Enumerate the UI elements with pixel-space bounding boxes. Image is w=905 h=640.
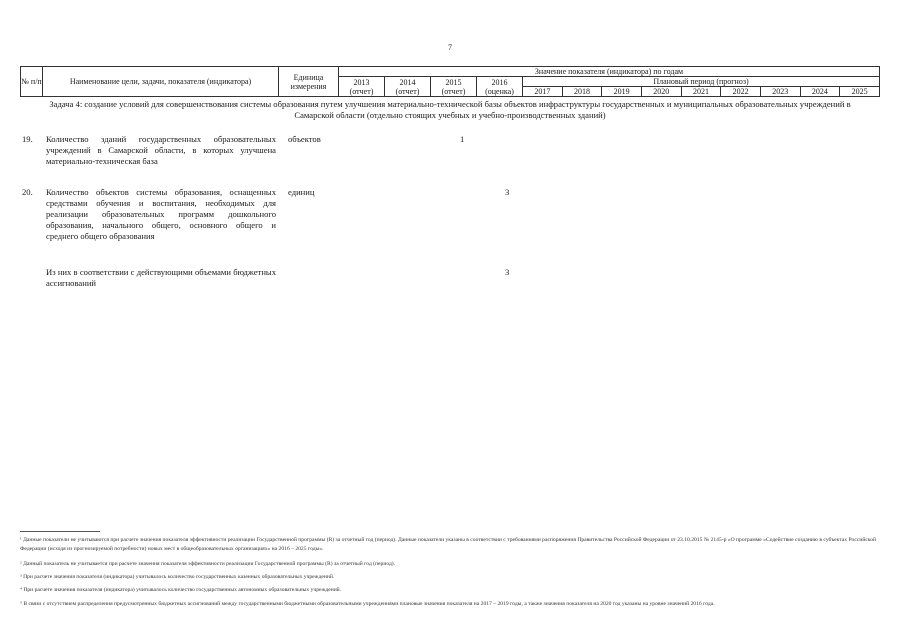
plan-year-header: 2023 <box>760 87 800 97</box>
plan-year-header: 2022 <box>721 87 761 97</box>
footnote: ⁴ При расчете значения показателя (индикатора) учитывалось количество государственных автономных образовательных учреждений. <box>20 587 342 593</box>
col-unit-header: Единица измерения <box>279 67 339 97</box>
footnote: ⁵ В связи с отсутствием распределения предусмотренных бюджетных ассигнований между государственными бюджетными образовательными учреждениями плановые значения показателя на 2017 – 2019 годы, а также значения показателя на 2020 год указаны на уровне значений 2016 года. <box>20 601 715 607</box>
plan-year-header: 2025 <box>840 87 880 97</box>
plan-year-header: 2018 <box>562 87 602 97</box>
year-header: 2013 (отчет) <box>339 77 385 97</box>
row-number: 19. <box>22 134 33 144</box>
footnote-separator <box>20 531 100 532</box>
indicator-name: Количество объектов системы образования, оснащенных средствами обучения и воспитания, необходимых для реализации образовательных программ дошкольного образования, начального общего, основного общего и среднего общего образования <box>46 187 276 241</box>
year-header: 2016 (оценка) <box>477 77 523 97</box>
indicator-name: Количество зданий государственных образовательных учреждений в Самарской области, в которых улучшена материально-техническая база <box>46 134 276 166</box>
indicator-name: Из них в соответствии с действующими объемами бюджетных ассигнований <box>46 267 276 288</box>
planned-period-header: Плановый период (прогноз) <box>523 77 880 87</box>
plan-year-header: 2017 <box>523 87 563 97</box>
value-cell: 1 <box>460 134 465 144</box>
indicator-table-header <box>20 66 880 97</box>
unit-cell: единиц <box>288 187 315 197</box>
value-cell: 3 <box>505 267 510 277</box>
year-header: 2015 (отчет) <box>431 77 477 97</box>
plan-year-header: 2024 <box>800 87 840 97</box>
task-heading: Задача 4: создание условий для совершенствования системы образования путем улучшения материально-технической базы объектов инфраструктуры государственных и муниципальных образовательных учреждений в Самарской области (отдельно стоящих учебных и учебно-производственных зданий) <box>49 99 851 120</box>
unit-cell: объектов <box>288 134 321 144</box>
footnote: ² Данный показатель не учитывается при расчете значения показателя эффективности реализации Государственной программы (R) за отчетный год (период). <box>20 561 396 567</box>
col-number-header: № п/п <box>21 67 43 97</box>
page-number: 7 <box>448 43 452 52</box>
plan-year-header: 2019 <box>602 87 642 97</box>
row-number: 20. <box>22 187 33 197</box>
footnote: ³ При расчете значения показателя (индикатора) учитывалось количество государственных казенных образовательных учреждений. <box>20 574 335 580</box>
col-name-header: Наименование цели, задачи, показателя (индикатора) <box>43 67 279 97</box>
value-cell: 3 <box>505 187 510 197</box>
year-header: 2014 (отчет) <box>385 77 431 97</box>
plan-year-header: 2021 <box>681 87 721 97</box>
values-by-year-header: Значение показателя (индикатора) по годам <box>339 67 880 77</box>
footnote: ¹ Данные показатели не учитываются при расчете значения показателя эффективности реализации Государственной программы (R) за отчетный год (период). Данные показатели указаны в соответствии с требованиями распоряжения Правительства Российской Федерации от 23.10.2015 № 2145-р «О программе «Содействие созданию в субъектах Российской Федерации (исходя из прогнозируемой потребности) новых мест в общеобразовательных организациях» на 2016 – 2025 годы». <box>20 537 877 552</box>
plan-year-header: 2020 <box>641 87 681 97</box>
